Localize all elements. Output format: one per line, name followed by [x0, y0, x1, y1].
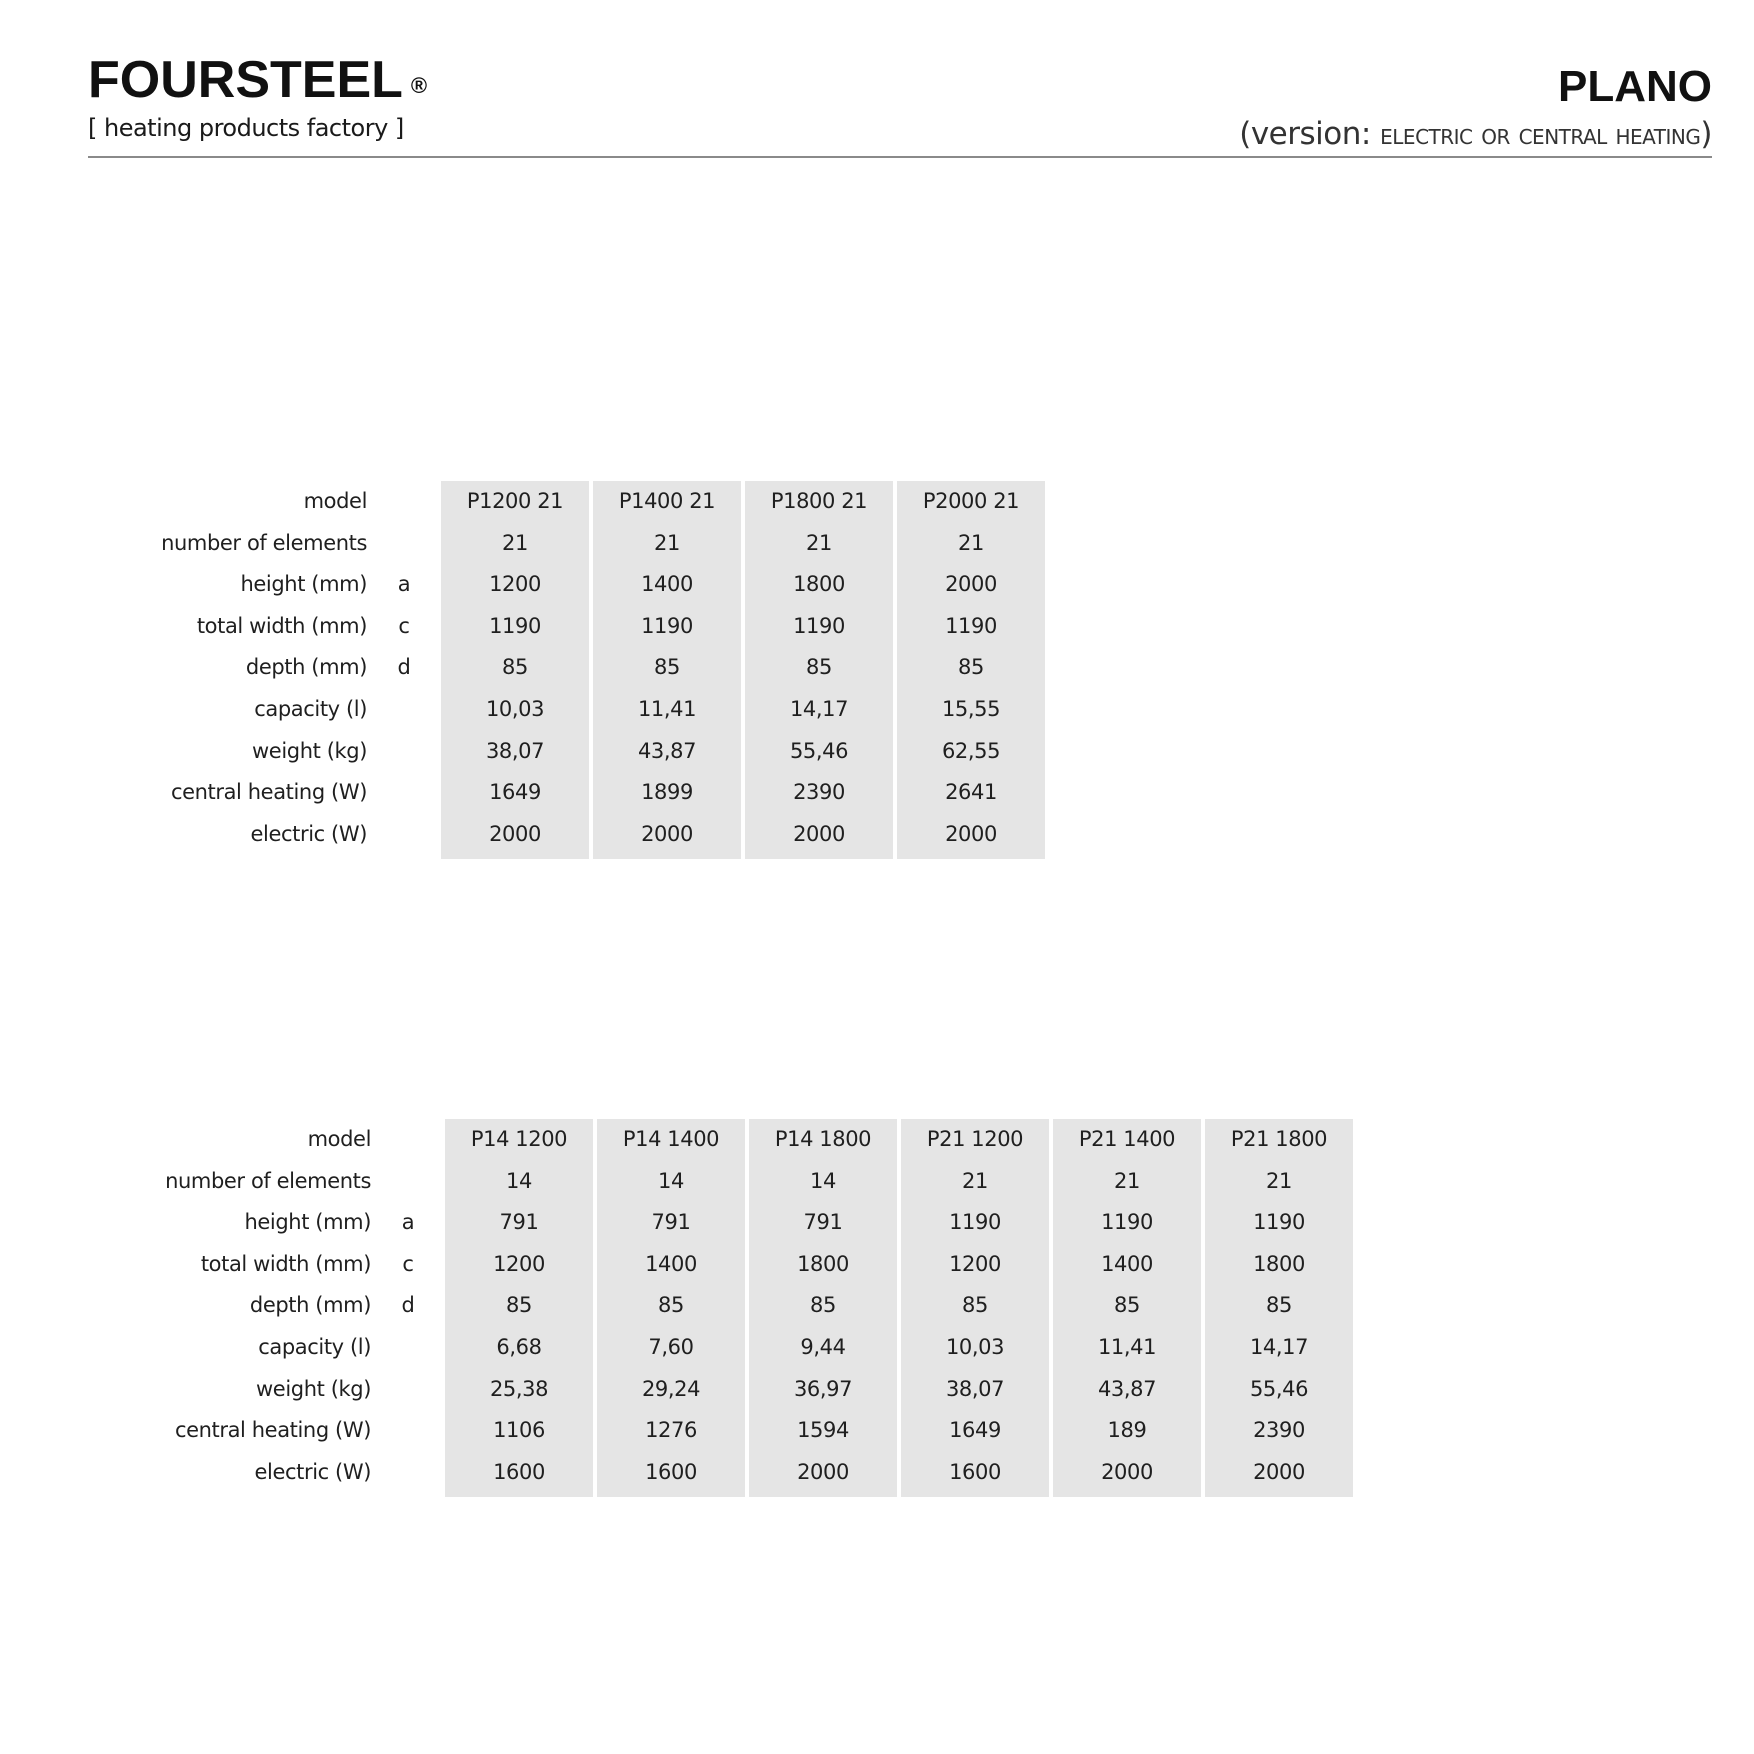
spec-value: 1190	[1253, 1210, 1305, 1235]
spec-table-1	[130, 481, 1045, 859]
row-label: central heating (W)	[170, 780, 367, 805]
row-label: capacity (l)	[258, 1334, 371, 1359]
spec-value: 1200	[489, 572, 541, 597]
spec-value: 38,07	[485, 738, 545, 763]
spec-value: 1800	[793, 572, 845, 597]
spec-value: 21	[1114, 1168, 1140, 1193]
spec-value: 55,46	[789, 738, 849, 763]
spec-value: 2000	[945, 572, 997, 597]
spec-value: 62,55	[941, 738, 1001, 763]
spec-value: 85	[1266, 1293, 1292, 1318]
model-column	[597, 1119, 745, 1497]
spec-value: 43,87	[637, 738, 697, 763]
spec-value: 21	[806, 530, 832, 555]
spec-value: 14	[810, 1168, 836, 1193]
model-column	[445, 1119, 593, 1497]
row-label: central heating (W)	[174, 1418, 371, 1443]
model-column	[901, 1119, 1049, 1497]
spec-table-2-models	[445, 1119, 1353, 1497]
spec-value: 1594	[797, 1418, 849, 1443]
dimension-letter: a	[397, 572, 411, 597]
spec-value: 14,17	[1249, 1334, 1309, 1359]
spec-value: 1600	[493, 1459, 545, 1484]
row-label: number of elements	[161, 530, 367, 555]
model-column	[441, 481, 589, 859]
spec-value: 21	[502, 530, 528, 555]
spec-value: 1400	[1101, 1251, 1153, 1276]
spec-value: 1190	[641, 613, 693, 638]
dimension-letter: d	[401, 1293, 415, 1318]
product-block	[1239, 62, 1712, 152]
row-label: weight (kg)	[256, 1376, 371, 1401]
spec-value: 1190	[1101, 1210, 1153, 1235]
spec-value: 38,07	[945, 1376, 1005, 1401]
row-label: electric (W)	[250, 821, 367, 846]
model-column	[897, 481, 1045, 859]
spec-value: 36,97	[793, 1376, 853, 1401]
spec-value: 85	[1114, 1293, 1140, 1318]
spec-value: 1190	[945, 613, 997, 638]
spec-value: 1800	[797, 1251, 849, 1276]
spec-value: 2000	[797, 1459, 849, 1484]
row-label: height (mm)	[244, 1210, 371, 1235]
brand-tagline: [ heating products factory ]	[88, 114, 404, 142]
model-name: P1200 21	[466, 489, 564, 513]
row-label: electric (W)	[254, 1459, 371, 1484]
brand-block	[88, 52, 427, 142]
spec-value: 21	[654, 530, 680, 555]
spec-value: 2000	[489, 821, 541, 846]
spec-value: 1276	[645, 1418, 697, 1443]
dimension-letter	[367, 772, 441, 814]
version-prefix: (version:	[1239, 116, 1381, 152]
spec-value: 791	[651, 1210, 691, 1235]
spec-value: 1649	[489, 780, 541, 805]
spec-value: 85	[658, 1293, 684, 1318]
spec-value: 85	[502, 655, 528, 680]
spec-value: 11,41	[637, 696, 697, 721]
spec-value: 43,87	[1097, 1376, 1157, 1401]
dimension-letter	[367, 523, 441, 565]
version-value: electric or central heating	[1380, 117, 1701, 151]
dimension-letter: a	[401, 1210, 415, 1235]
spec-value: 791	[803, 1210, 843, 1235]
model-column	[1053, 1119, 1201, 1497]
model-column	[1205, 1119, 1353, 1497]
model-column	[745, 481, 893, 859]
spec-value: 85	[810, 1293, 836, 1318]
spec-value: 1200	[949, 1251, 1001, 1276]
dimension-letter	[367, 481, 441, 523]
brand-name-text: FOURSTEEL	[88, 51, 403, 109]
spec-value: 791	[499, 1210, 539, 1235]
dimension-letter	[371, 1161, 445, 1203]
header-divider	[88, 156, 1712, 158]
spec-value: 6,68	[496, 1334, 542, 1359]
spec-value: 1600	[645, 1459, 697, 1484]
dimension-letter	[367, 731, 441, 773]
model-name: P1800 21	[770, 489, 868, 513]
spec-value: 14,17	[789, 696, 849, 721]
model-name: P21 1200	[926, 1127, 1024, 1151]
row-label: total width (mm)	[200, 1251, 371, 1276]
spec-value: 14	[658, 1168, 684, 1193]
product-version	[1239, 116, 1712, 152]
spec-value: 1400	[641, 572, 693, 597]
row-label: model	[307, 1127, 371, 1151]
spec-table-2	[134, 1119, 1353, 1497]
spec-value: 85	[654, 655, 680, 680]
spec-table-1-models	[441, 481, 1045, 859]
spec-value: 29,24	[641, 1376, 701, 1401]
spec-value: 1190	[949, 1210, 1001, 1235]
spec-table-2-labels	[134, 1119, 371, 1493]
spec-value: 10,03	[945, 1334, 1005, 1359]
spec-value: 85	[958, 655, 984, 680]
spec-value: 85	[962, 1293, 988, 1318]
spec-value: 189	[1107, 1418, 1147, 1443]
model-column	[749, 1119, 897, 1497]
row-label: number of elements	[165, 1168, 371, 1193]
spec-value: 21	[962, 1168, 988, 1193]
spec-value: 2641	[945, 780, 997, 805]
spec-value: 85	[506, 1293, 532, 1318]
spec-value: 1400	[645, 1251, 697, 1276]
row-label: total width (mm)	[196, 613, 367, 638]
spec-value: 1200	[493, 1251, 545, 1276]
dimension-letter	[371, 1369, 445, 1411]
spec-value: 2390	[1253, 1418, 1305, 1443]
spec-value: 2000	[1101, 1459, 1153, 1484]
dimension-letter	[371, 1410, 445, 1452]
dimension-letter	[371, 1327, 445, 1369]
spec-table-1-labels	[130, 481, 367, 855]
model-name: P21 1400	[1078, 1127, 1176, 1151]
model-name: P14 1400	[622, 1127, 720, 1151]
dimension-letter: c	[402, 1251, 414, 1276]
dimension-letter	[371, 1119, 445, 1161]
spec-value: 2390	[793, 780, 845, 805]
spec-value: 1190	[793, 613, 845, 638]
brand-name	[88, 52, 427, 108]
spec-value: 25,38	[489, 1376, 549, 1401]
spec-value: 15,55	[941, 696, 1001, 721]
dimension-letter	[367, 814, 441, 856]
spec-table-1-letters	[367, 481, 441, 855]
spec-value: 10,03	[485, 696, 545, 721]
dimension-letter	[367, 689, 441, 731]
spec-value: 21	[1266, 1168, 1292, 1193]
row-label: capacity (l)	[254, 696, 367, 721]
spec-value: 2000	[641, 821, 693, 846]
model-name: P14 1800	[774, 1127, 872, 1151]
row-label: model	[303, 489, 367, 513]
spec-value: 85	[806, 655, 832, 680]
spec-value: 2000	[1253, 1459, 1305, 1484]
model-name: P2000 21	[922, 489, 1020, 513]
spec-value: 2000	[945, 821, 997, 846]
spec-value: 1190	[489, 613, 541, 638]
spec-value: 55,46	[1249, 1376, 1309, 1401]
spec-value: 1649	[949, 1418, 1001, 1443]
row-label: depth (mm)	[249, 1293, 371, 1318]
row-label: height (mm)	[240, 572, 367, 597]
dimension-letter: c	[398, 613, 410, 638]
spec-value: 1800	[1253, 1251, 1305, 1276]
spec-value: 7,60	[648, 1334, 694, 1359]
spec-value: 21	[958, 530, 984, 555]
spec-value: 14	[506, 1168, 532, 1193]
spec-value: 1899	[641, 780, 693, 805]
row-label: weight (kg)	[252, 738, 367, 763]
row-label: depth (mm)	[245, 655, 367, 680]
spec-value: 2000	[793, 821, 845, 846]
spec-value: 9,44	[800, 1334, 846, 1359]
model-name: P14 1200	[470, 1127, 568, 1151]
dimension-letter: d	[397, 655, 411, 680]
dimension-letter	[371, 1452, 445, 1494]
product-title: PLANO	[1558, 62, 1712, 111]
model-name: P1400 21	[618, 489, 716, 513]
spec-table-2-letters	[371, 1119, 445, 1493]
model-name: P21 1800	[1230, 1127, 1328, 1151]
spec-value: 1600	[949, 1459, 1001, 1484]
spec-value: 1106	[493, 1418, 545, 1443]
version-suffix: )	[1700, 116, 1712, 152]
model-column	[593, 481, 741, 859]
spec-value: 11,41	[1097, 1334, 1157, 1359]
registered-mark: ®	[410, 73, 428, 98]
